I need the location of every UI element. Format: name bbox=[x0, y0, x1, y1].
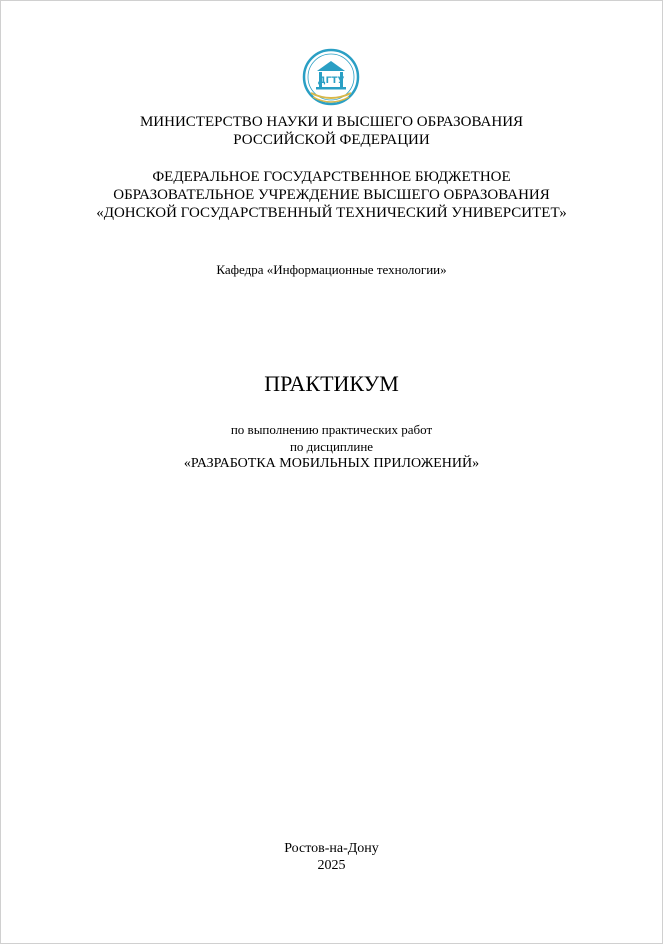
department-label: Кафедра «Информационные технологии» bbox=[216, 262, 447, 277]
logo-abbreviation: ДГТУ bbox=[317, 76, 345, 86]
university-emblem-icon bbox=[301, 47, 361, 113]
logo-base bbox=[316, 87, 346, 90]
subtitle-line: по выполнению практических работ bbox=[230, 422, 433, 437]
university-logo bbox=[301, 47, 361, 113]
institution-heading bbox=[0, 168, 663, 222]
institution-line: ОБРАЗОВАТЕЛЬНОЕ УЧРЕЖДЕНИЕ ВЫСШЕГО ОБРАЗОВАНИЯ bbox=[113, 187, 550, 203]
discipline-name: «РАЗРАБОТКА МОБИЛЬНЫХ ПРИЛОЖЕНИЙ» bbox=[183, 456, 480, 471]
footer bbox=[0, 840, 663, 874]
document-subtitle bbox=[0, 421, 663, 472]
footer-city: Ростов-на-Дону bbox=[284, 841, 379, 856]
logo-pediment bbox=[317, 61, 345, 71]
footer-year: 2025 bbox=[317, 858, 346, 873]
institution-line: «ДОНСКОЙ ГОСУДАРСТВЕННЫЙ ТЕХНИЧЕСКИЙ УНИВЕРСИТЕТ» bbox=[96, 205, 567, 221]
document-title: ПРАКТИКУМ bbox=[264, 371, 399, 396]
ministry-heading bbox=[0, 113, 663, 149]
institution-line: ФЕДЕРАЛЬНОЕ ГОСУДАРСТВЕННОЕ БЮДЖЕТНОЕ bbox=[152, 169, 511, 185]
logo-laurel bbox=[311, 93, 351, 98]
ministry-line: МИНИСТЕРСТВО НАУКИ И ВЫСШЕГО ОБРАЗОВАНИЯ bbox=[139, 114, 524, 130]
subtitle-line: по дисциплине bbox=[289, 439, 374, 454]
ministry-line: РОССИЙСКОЙ ФЕДЕРАЦИИ bbox=[233, 132, 430, 148]
